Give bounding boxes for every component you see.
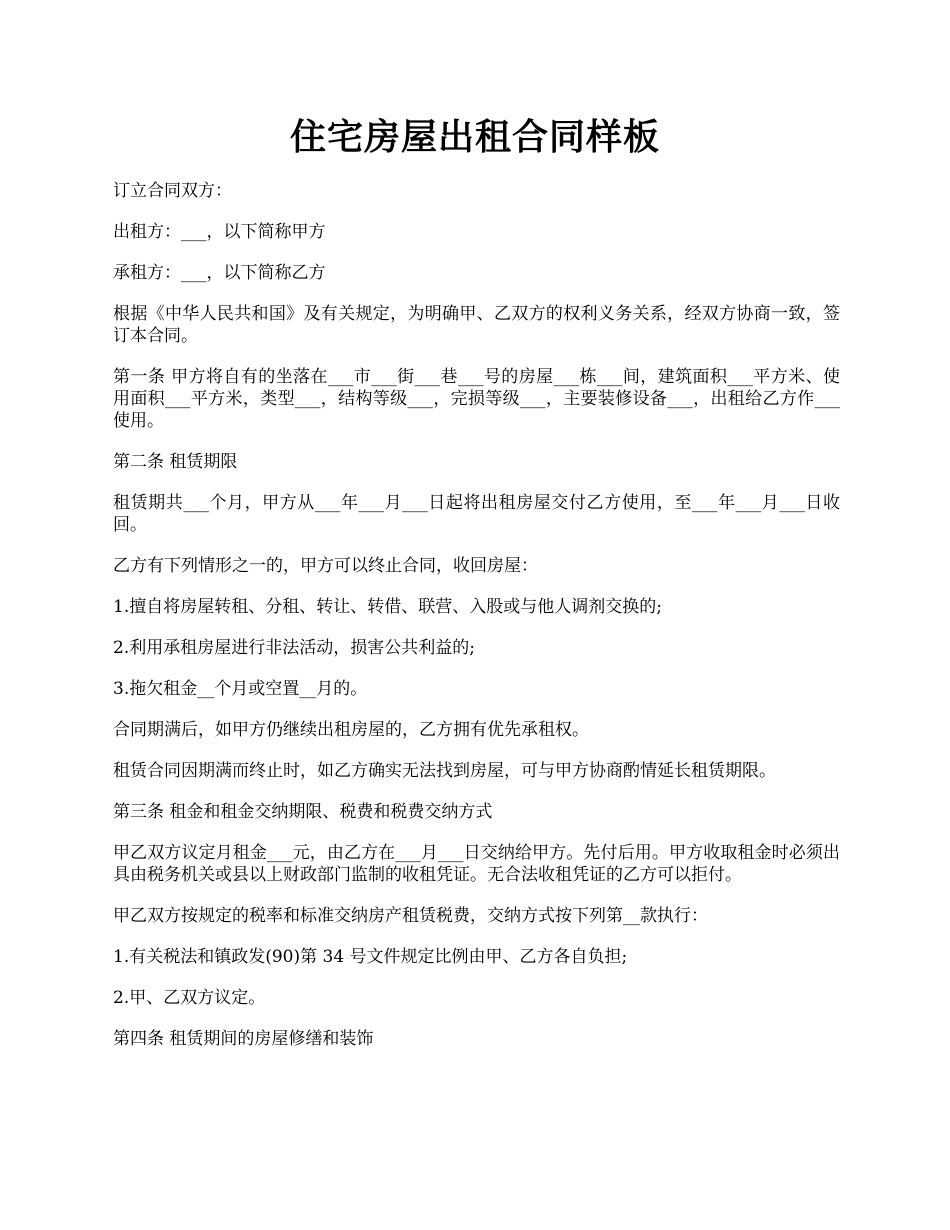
paragraph-priority-right: 合同期满后，如甲方仍继续出租房屋的，乙方拥有优先承租权。 [113, 720, 589, 740]
heading-article-4: 第四条 租赁期间的房屋修缮和装饰 [113, 1029, 374, 1049]
paragraph-tax-intro: 甲乙双方按规定的税率和标准交纳房产租赁税费，交纳方式按下列第__款执行： [113, 906, 708, 926]
paragraph-lease-term: 租赁期共___个月，甲方从___年___月___日起将出租房屋交付乙方使用，至___年___月___日收回。 [113, 493, 840, 535]
paragraph-termination-intro: 乙方有下列情形之一的，甲方可以终止合同，收回房屋： [113, 556, 538, 576]
list-item-termination-1: 1.擅自将房屋转租、分租、转让、转借、联营、入股或与他人调剂交换的; [113, 597, 662, 617]
heading-article-2: 第二条 租赁期限 [113, 452, 238, 472]
list-item-termination-2: 2.利用承租房屋进行非法活动，损害公共利益的; [113, 638, 475, 658]
paragraph-extension: 租赁合同因期满而终止时，如乙方确实无法找到房屋，可与甲方协商酌情延长租赁期限。 [113, 761, 776, 781]
paragraph-rent: 甲乙双方议定月租金___元，由乙方在___月___日交纳给甲方。先付后用。甲方收取租金时必须出具由税务机关或县以上财政部门监制的收租凭证。无合法收租凭证的乙方可以拒付。 [113, 843, 840, 885]
paragraph-lessee: 承租方：___，以下简称乙方 [113, 263, 326, 283]
paragraph-article-1: 第一条 甲方将自有的坐落在___市___街___巷___号的房屋___栋___间，建筑面积___平方米、使用面积___平方米，类型___，结构等级___，完损等级___，主要装修设备___，出租给乙方作___使用。 [113, 367, 840, 431]
list-item-tax-1: 1.有关税法和镇政发(90)第 34 号文件规定比例由甲、乙方各自负担; [113, 947, 628, 967]
list-item-tax-2: 2.甲、乙双方议定。 [113, 988, 266, 1008]
heading-article-3: 第三条 租金和租金交纳期限、税费和税费交纳方式 [113, 802, 493, 822]
list-item-termination-3: 3.拖欠租金__个月或空置__月的。 [113, 679, 368, 699]
paragraph-lessor: 出租方：___，以下简称甲方 [113, 222, 326, 242]
document-title: 住宅房屋出租合同样板 [289, 116, 660, 158]
paragraph-preamble: 根据《中华人民共和国》及有关规定，为明确甲、乙双方的权利义务关系，经双方协商一致，签订本合同。 [113, 304, 840, 346]
paragraph-parties-intro: 订立合同双方： [113, 181, 232, 201]
document-body [113, 180, 840, 1069]
